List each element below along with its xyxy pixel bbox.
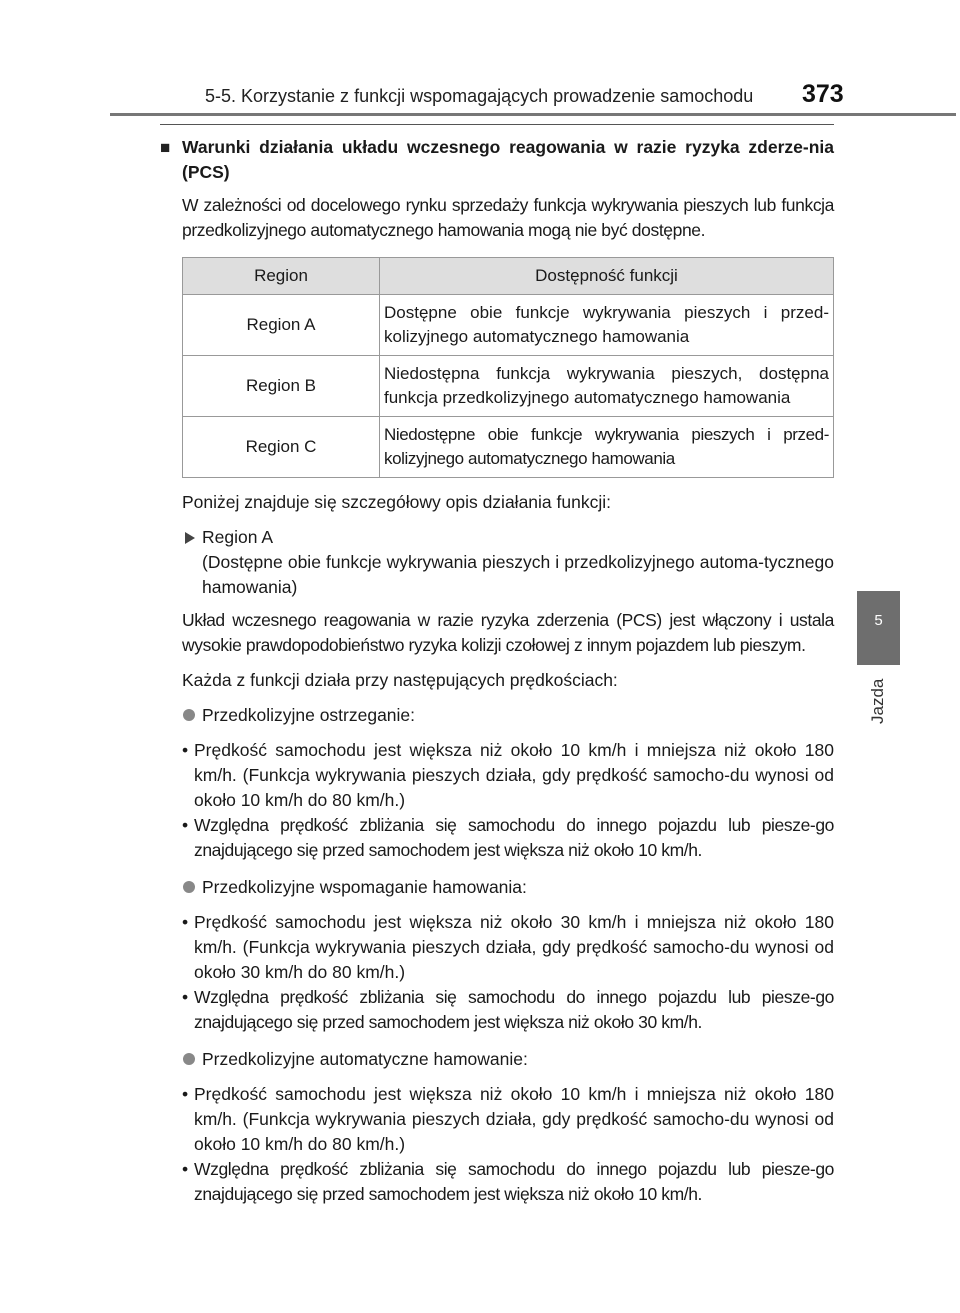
function-item [160,703,834,728]
dot-bullet: • [182,912,189,932]
condition-item [160,738,834,813]
square-bullet-icon: ■ [160,138,171,157]
dot-bullet: • [182,1084,189,1104]
function-name: Przedkolizyjne wspomaganie hamowania: [202,877,527,897]
speeds-intro: Każda z funkcji działa przy następujących prędkościach: [182,670,618,690]
function-item [160,1047,834,1072]
table-cell-availability: Dostępne obie funkcje wykrywania pieszych i przed-kolizyjnego automatycznego hamowania [380,295,834,356]
condition-item [160,1157,834,1207]
condition-text: Względna prędkość zbliżania się samochodu do innego pojazdu lub piesze-go znajdującego się przed samochodem jest większa niż około 10 km/h. [194,815,834,860]
arrow-right-icon [182,525,202,600]
section-heading [160,135,834,185]
table-header-availability: Dostępność funkcji [380,258,834,295]
table-header-region: Region [183,258,380,295]
condition-item [160,910,834,985]
condition-text: Prędkość samochodu jest większa niż około 10 km/h i mniejsza niż około 180 km/h. (Funkcja wykrywania pieszych działa, gdy prędkość samocho-du wynosi od około 10 km/h do 80 km/h.) [194,1084,834,1154]
chapter-label: Jazda [868,678,887,724]
chapter-tab[interactable]: 5 [857,591,900,665]
header-divider [110,113,956,116]
section-divider [160,124,834,125]
condition-text: Prędkość samochodu jest większa niż około 10 km/h i mniejsza niż około 180 km/h. (Funkcja wykrywania pieszych działa, gdy prędkość samocho-du wynosi od około 10 km/h do 80 km/h.) [194,740,834,810]
region-a-title: Region A [202,527,274,547]
function-item [160,875,834,900]
circle-bullet-icon [182,875,202,900]
condition-text: Względna prędkość zbliżania się samochodu do innego pojazdu lub piesze-go znajdującego się przed samochodem jest większa niż około 30 km/h. [194,987,834,1032]
dot-bullet: • [182,815,189,835]
condition-text: Prędkość samochodu jest większa niż około 30 km/h i mniejsza niż około 180 km/h. (Funkcja wykrywania pieszych działa, gdy prędkość samocho-du wynosi od około 30 km/h do 80 km/h.) [194,912,834,982]
table-header-row [183,258,834,295]
region-a-note: (Dostępne obie funkcje wykrywania pieszych i przedkolizyjnego automa-tycznego hamowania) [202,552,834,597]
dot-bullet: • [182,1159,189,1179]
page-header-title: 5-5. Korzystanie z funkcji wspomagających prowadzenie samochodu [205,86,754,106]
table-row [183,295,834,356]
pcs-paragraph: Układ wczesnego reagowania w razie ryzyka zderzenia (PCS) jest włączony i ustala wysokie prawdopodobieństwo ryzyka kolizji czołowej z innym pojazdem lub pieszym. [182,610,834,655]
table-cell-region: Region C [183,417,380,478]
table-cell-availability: Niedostępne obie funkcje wykrywania pieszych i przed-kolizyjnego automatycznego hamowania [380,417,834,478]
condition-item [160,985,834,1035]
page-content [160,124,834,1207]
table-cell-region: Region A [183,295,380,356]
region-availability-table [182,257,834,478]
table-row [183,356,834,417]
section-heading-text: Warunki działania układu wczesnego reagowania w razie ryzyka zderze-nia (PCS) [182,137,834,182]
condition-item [160,813,834,863]
function-name: Przedkolizyjne automatyczne hamowanie: [202,1049,528,1069]
details-intro: Poniżej znajduje się szczegółowy opis działania funkcji: [182,492,611,512]
table-row [183,417,834,478]
table-cell-availability: Niedostępna funkcja wykrywania pieszych, dostępna funkcja przedkolizyjnego automatycznego hamowania [380,356,834,417]
dot-bullet: • [182,740,189,760]
circle-bullet-icon [182,703,202,728]
page-number: 373 [802,80,844,108]
condition-item [160,1082,834,1157]
circle-bullet-icon [182,1047,202,1072]
function-name: Przedkolizyjne ostrzeganie: [202,705,416,725]
condition-text: Względna prędkość zbliżania się samochodu do innego pojazdu lub piesze-go znajdującego się przed samochodem jest większa niż około 10 km/h. [194,1159,834,1204]
table-cell-region: Region B [183,356,380,417]
section-intro: W zależności od docelowego rynku sprzedaży funkcja wykrywania pieszych lub funkcja przedkolizyjnego automatycznego hamowania mogą nie być dostępne. [182,195,834,240]
region-a-item [160,525,834,600]
dot-bullet: • [182,987,189,1007]
